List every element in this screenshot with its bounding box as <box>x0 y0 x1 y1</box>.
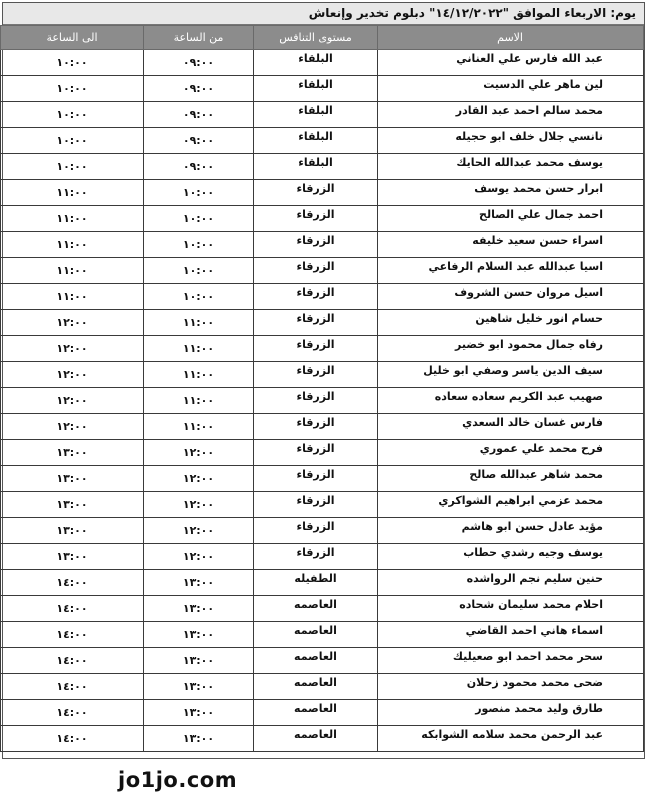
cell-to: ١٢:٠٠ <box>1 362 144 388</box>
cell-level: الزرقاء <box>254 388 378 414</box>
table-row <box>1 440 644 466</box>
cell-to: ١٤:٠٠ <box>1 622 144 648</box>
table-row <box>1 284 644 310</box>
cell-from: ١٠:٠٠ <box>144 206 254 232</box>
cell-level: البلقاء <box>254 154 378 180</box>
cell-name: طارق وليد محمد منصور <box>378 700 644 726</box>
column-header-from: من الساعة <box>144 26 254 50</box>
schedule-table <box>0 25 644 752</box>
cell-from: ١٢:٠٠ <box>144 544 254 570</box>
schedule-sheet <box>2 2 645 759</box>
cell-from: ١٢:٠٠ <box>144 492 254 518</box>
cell-from: ٠٩:٠٠ <box>144 50 254 76</box>
cell-name: احمد جمال علي الصالح <box>378 206 644 232</box>
cell-level: الزرقاء <box>254 310 378 336</box>
cell-name: يوسف محمد عبدالله الحايك <box>378 154 644 180</box>
cell-name: اسيل مروان حسن الشروف <box>378 284 644 310</box>
cell-from: ١١:٠٠ <box>144 414 254 440</box>
cell-from: ١١:٠٠ <box>144 362 254 388</box>
cell-name: محمد شاهر عبدالله صالح <box>378 466 644 492</box>
cell-from: ١٣:٠٠ <box>144 700 254 726</box>
cell-level: العاصمه <box>254 648 378 674</box>
cell-from: ١٠:٠٠ <box>144 284 254 310</box>
cell-name: اسراء حسن سعيد خليفه <box>378 232 644 258</box>
cell-to: ١١:٠٠ <box>1 258 144 284</box>
cell-from: ٠٩:٠٠ <box>144 154 254 180</box>
cell-to: ١١:٠٠ <box>1 284 144 310</box>
cell-to: ١٣:٠٠ <box>1 466 144 492</box>
cell-name: محمد عزمي ابراهيم الشواكري <box>378 492 644 518</box>
cell-from: ٠٩:٠٠ <box>144 102 254 128</box>
cell-to: ١٣:٠٠ <box>1 544 144 570</box>
cell-level: الزرقاء <box>254 258 378 284</box>
table-row <box>1 50 644 76</box>
table-row <box>1 154 644 180</box>
table-row <box>1 674 644 700</box>
cell-level: الطفيله <box>254 570 378 596</box>
cell-level: العاصمه <box>254 622 378 648</box>
cell-to: ١٤:٠٠ <box>1 674 144 700</box>
cell-level: البلقاء <box>254 76 378 102</box>
table-row <box>1 466 644 492</box>
cell-from: ١٢:٠٠ <box>144 440 254 466</box>
column-header-name: الاسم <box>378 26 644 50</box>
cell-level: الزرقاء <box>254 206 378 232</box>
cell-name: عبد الرحمن محمد سلامه الشوابكه <box>378 726 644 752</box>
cell-level: الزرقاء <box>254 544 378 570</box>
cell-to: ١٤:٠٠ <box>1 648 144 674</box>
table-row <box>1 128 644 154</box>
cell-name: محمد سالم احمد عبد القادر <box>378 102 644 128</box>
table-row <box>1 726 644 752</box>
cell-to: ١٤:٠٠ <box>1 726 144 752</box>
cell-from: ١٣:٠٠ <box>144 726 254 752</box>
column-header-level: مستوى التنافس <box>254 26 378 50</box>
cell-level: العاصمه <box>254 674 378 700</box>
cell-to: ١٤:٠٠ <box>1 596 144 622</box>
cell-from: ١١:٠٠ <box>144 388 254 414</box>
cell-to: ١٠:٠٠ <box>1 154 144 180</box>
table-row <box>1 492 644 518</box>
table-row <box>1 648 644 674</box>
cell-name: حنين سليم نجم الرواشده <box>378 570 644 596</box>
page-title: يوم: الاربعاء الموافق "١٤/١٢/٢٠٢٢" دبلوم تخدير وإنعاش <box>3 3 644 25</box>
cell-name: احلام محمد سليمان شحاده <box>378 596 644 622</box>
cell-level: الزرقاء <box>254 492 378 518</box>
cell-name: سيف الدين ياسر وصفي ابو خليل <box>378 362 644 388</box>
cell-name: مؤيد عادل حسن ابو هاشم <box>378 518 644 544</box>
cell-name: عبد الله فارس علي العناني <box>378 50 644 76</box>
cell-to: ١١:٠٠ <box>1 232 144 258</box>
cell-level: الزرقاء <box>254 284 378 310</box>
table-row <box>1 570 644 596</box>
cell-level: الزرقاء <box>254 414 378 440</box>
table-row <box>1 544 644 570</box>
cell-name: اسيا عبدالله عبد السلام الرفاعي <box>378 258 644 284</box>
cell-to: ١٤:٠٠ <box>1 700 144 726</box>
cell-from: ٠٩:٠٠ <box>144 128 254 154</box>
table-header-row <box>1 26 644 50</box>
cell-to: ١١:٠٠ <box>1 180 144 206</box>
cell-level: البلقاء <box>254 128 378 154</box>
cell-to: ١٠:٠٠ <box>1 102 144 128</box>
cell-name: يوسف وجيه رشدي حطاب <box>378 544 644 570</box>
table-row <box>1 206 644 232</box>
cell-to: ١٣:٠٠ <box>1 518 144 544</box>
cell-to: ١٢:٠٠ <box>1 310 144 336</box>
cell-to: ١٠:٠٠ <box>1 128 144 154</box>
cell-name: ابرار حسن محمد يوسف <box>378 180 644 206</box>
cell-from: ١٠:٠٠ <box>144 258 254 284</box>
cell-from: ١٢:٠٠ <box>144 518 254 544</box>
cell-name: فرح محمد علي عموري <box>378 440 644 466</box>
table-row <box>1 596 644 622</box>
cell-from: ١٠:٠٠ <box>144 180 254 206</box>
cell-to: ١٢:٠٠ <box>1 388 144 414</box>
cell-level: الزرقاء <box>254 362 378 388</box>
cell-name: لين ماهر علي الدسيت <box>378 76 644 102</box>
cell-to: ١٣:٠٠ <box>1 440 144 466</box>
cell-name: رفاه جمال محمود ابو خضير <box>378 336 644 362</box>
cell-name: نانسي جلال خلف ابو حجيله <box>378 128 644 154</box>
cell-to: ١١:٠٠ <box>1 206 144 232</box>
cell-name: ضحى محمد محمود زحلان <box>378 674 644 700</box>
cell-from: ٠٩:٠٠ <box>144 76 254 102</box>
cell-level: الزرقاء <box>254 466 378 492</box>
cell-from: ١١:٠٠ <box>144 336 254 362</box>
cell-level: الزرقاء <box>254 518 378 544</box>
column-header-to: الى الساعة <box>1 26 144 50</box>
cell-to: ١٣:٠٠ <box>1 492 144 518</box>
cell-level: العاصمه <box>254 596 378 622</box>
table-row <box>1 76 644 102</box>
cell-name: فارس غسان خالد السعدي <box>378 414 644 440</box>
cell-from: ١١:٠٠ <box>144 310 254 336</box>
cell-level: العاصمه <box>254 726 378 752</box>
cell-to: ١٠:٠٠ <box>1 76 144 102</box>
table-row <box>1 388 644 414</box>
cell-from: ١٣:٠٠ <box>144 674 254 700</box>
table-row <box>1 518 644 544</box>
table-row <box>1 414 644 440</box>
table-row <box>1 362 644 388</box>
cell-to: ١٤:٠٠ <box>1 570 144 596</box>
cell-level: البلقاء <box>254 50 378 76</box>
cell-level: العاصمه <box>254 700 378 726</box>
cell-to: ١٢:٠٠ <box>1 414 144 440</box>
table-row <box>1 102 644 128</box>
cell-level: الزرقاء <box>254 180 378 206</box>
cell-name: صهيب عبد الكريم سعاده سعاده <box>378 388 644 414</box>
cell-to: ١٠:٠٠ <box>1 50 144 76</box>
cell-from: ١٣:٠٠ <box>144 596 254 622</box>
cell-from: ١٣:٠٠ <box>144 570 254 596</box>
table-row <box>1 700 644 726</box>
table-row <box>1 622 644 648</box>
table-row <box>1 180 644 206</box>
cell-level: الزرقاء <box>254 336 378 362</box>
cell-name: سحر محمد احمد ابو صعيليك <box>378 648 644 674</box>
table-row <box>1 310 644 336</box>
cell-to: ١٢:٠٠ <box>1 336 144 362</box>
cell-from: ١٠:٠٠ <box>144 232 254 258</box>
table-row <box>1 258 644 284</box>
table-row <box>1 336 644 362</box>
cell-level: الزرقاء <box>254 232 378 258</box>
cell-level: البلقاء <box>254 102 378 128</box>
cell-name: اسماء هاني احمد القاضي <box>378 622 644 648</box>
table-row <box>1 232 644 258</box>
cell-level: الزرقاء <box>254 440 378 466</box>
cell-from: ١٣:٠٠ <box>144 622 254 648</box>
cell-name: حسام انور خليل شاهين <box>378 310 644 336</box>
cell-from: ١٢:٠٠ <box>144 466 254 492</box>
cell-from: ١٣:٠٠ <box>144 648 254 674</box>
site-watermark: jo1jo.com <box>118 768 238 792</box>
